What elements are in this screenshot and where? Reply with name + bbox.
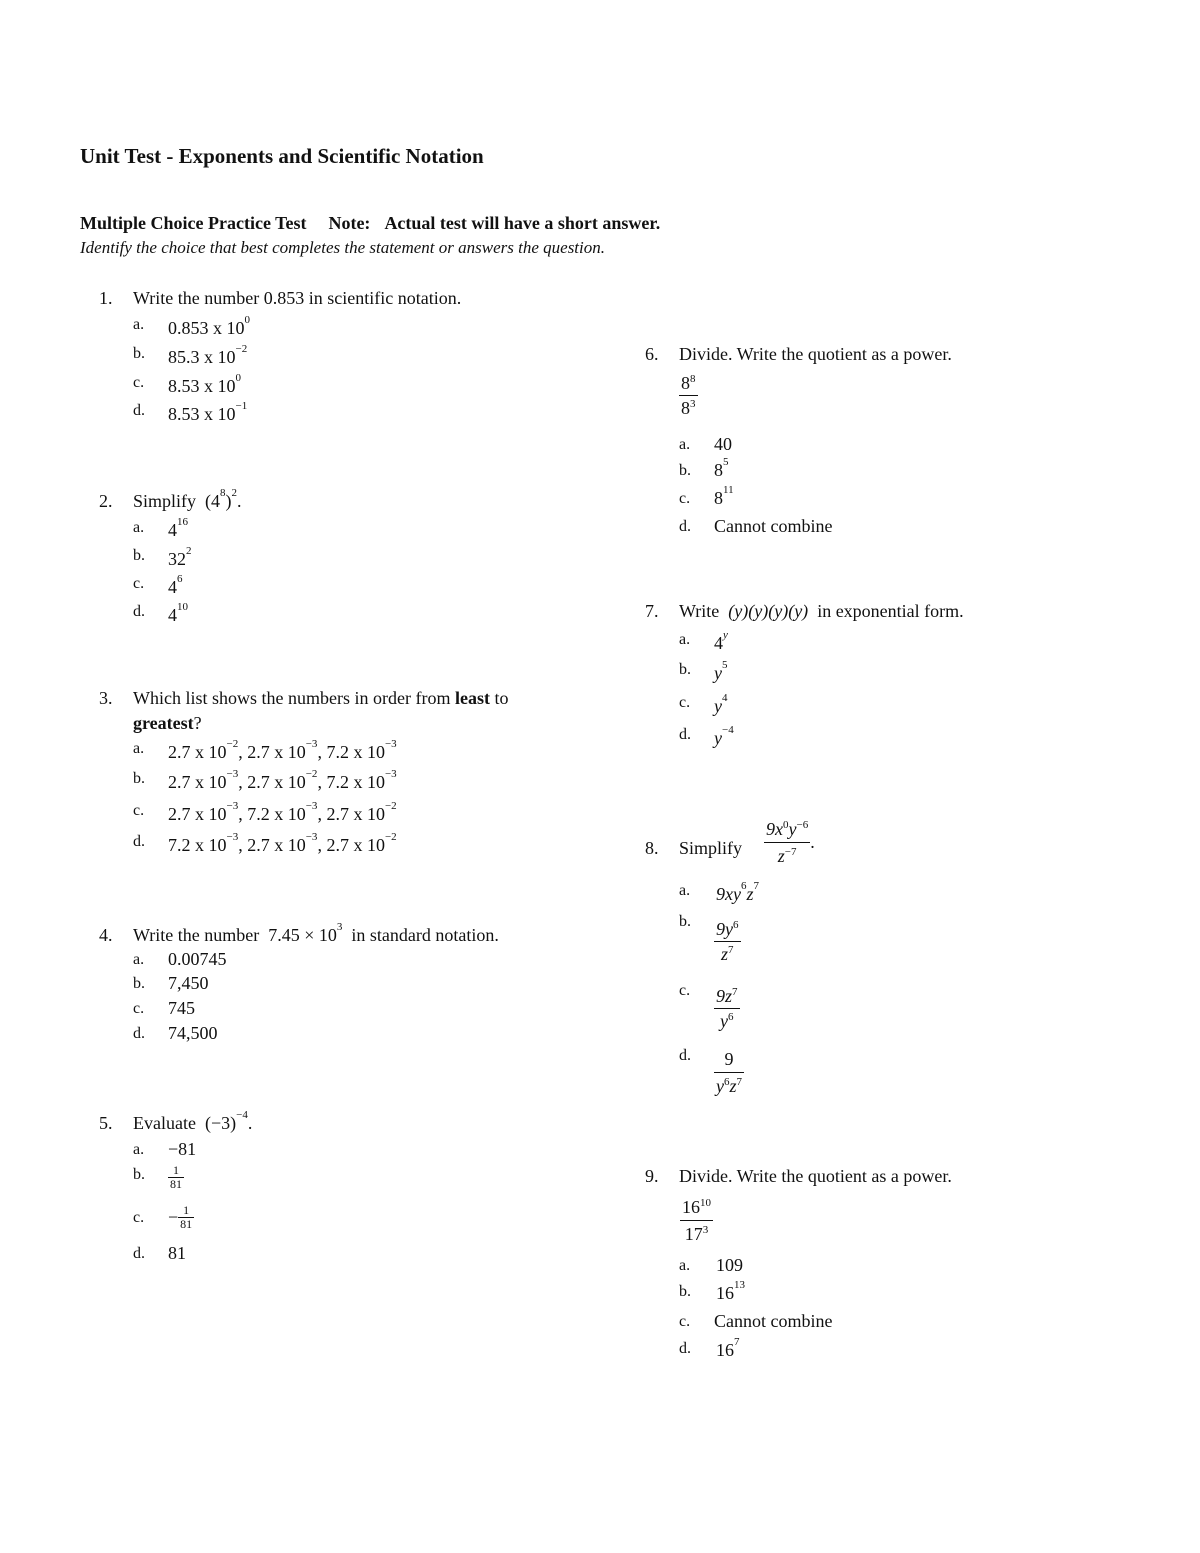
option-b[interactable]: 85.3 x $10^{-2}$ [168, 343, 248, 367]
option-letter: d. [133, 603, 145, 620]
option-letter: c. [679, 982, 691, 999]
fraction: $\frac{1}{81}$ [180, 1203, 193, 1231]
option-letter: a. [679, 1257, 691, 1274]
option-b[interactable]: $16^{13}$ [716, 1279, 745, 1303]
option-d[interactable]: $4^{10}$ [168, 601, 188, 625]
option-c[interactable]: 745 [168, 998, 195, 1018]
option-letter: b. [679, 661, 691, 678]
instructions: Identify the choice that best completes the statement or answers the question. [80, 238, 605, 257]
option-letter: a. [679, 631, 691, 648]
option-b[interactable]: $y^5$ [714, 659, 728, 683]
option-a[interactable]: −81 [168, 1139, 197, 1159]
option-b[interactable]: 7,450 [168, 973, 209, 993]
option-letter: c. [133, 575, 145, 592]
option-b[interactable]: $8^5$ [714, 456, 729, 480]
option-letter: d. [133, 1245, 145, 1262]
option-b[interactable] [168, 1164, 184, 1191]
question-number: 9. [645, 1166, 659, 1186]
option-c[interactable]: 8.53 x $10^0$ [168, 372, 241, 396]
option-c[interactable]: 2.7 x $10^{-3}$, 7.2 x $10^{-3}$, 2.7 x $10^{-2}$ [168, 800, 397, 824]
option-a[interactable]: $9xy^6z^7$ [716, 880, 759, 904]
option-letter: b. [679, 1283, 691, 1300]
option-d[interactable]: $y^{-4}$ [714, 724, 734, 748]
option-letter: c. [133, 374, 145, 391]
question-prompt: Divide. Write the quotient as a power. [679, 1166, 952, 1186]
question-number: 2. [99, 491, 113, 511]
question-prompt: Write (y)(y)(y)(y) in exponential form. [679, 601, 964, 621]
option-d[interactable]: 8.53 x $10^{-1}$ [168, 400, 248, 424]
question-number: 3. [99, 688, 113, 708]
option-d[interactable]: $\frac{9}{y^6z^7}$ [714, 1046, 744, 1099]
option-c[interactable]: − $\frac{1}{81}$ [168, 1203, 193, 1231]
question-prompt: Simplify [679, 838, 743, 858]
option-letter: a. [133, 740, 145, 757]
question-number: 7. [645, 601, 659, 621]
option-letter: c. [133, 802, 145, 819]
option-a[interactable]: 4$^y$ [714, 629, 728, 653]
page-title: Unit Test - Exponents and Scientific Notation [80, 144, 484, 168]
option-d[interactable]: $16^7$ [716, 1336, 740, 1360]
question-prompt: Simplify $(4^8)^2$. [133, 487, 242, 511]
question-prompt: Evaluate $(-3)^{-4}$. [133, 1109, 253, 1133]
subtitle-right: Actual test will have a short answer. [384, 213, 661, 233]
option-letter: b. [133, 975, 145, 992]
option-letter: d. [133, 402, 145, 419]
question-number: 1. [99, 288, 113, 308]
option-a[interactable]: 0.853 x $10^0$ [168, 314, 250, 338]
option-letter: b. [133, 345, 145, 362]
option-letter: d. [679, 1047, 691, 1064]
option-letter: d. [679, 1340, 691, 1357]
option-a[interactable]: 0.00745 [168, 949, 227, 969]
option-b[interactable]: $32^2$ [168, 545, 192, 569]
option-letter: a. [133, 519, 145, 536]
option-c[interactable]: $4^6$ [168, 573, 183, 597]
question-fraction: $\frac{16^{10}}{17^3}$ [680, 1194, 713, 1247]
question-prompt-cont: greatest? [133, 713, 202, 733]
option-c[interactable]: $8^{11}$ [714, 484, 734, 508]
option-a[interactable]: 109 [716, 1255, 743, 1275]
option-letter: d. [679, 726, 691, 743]
question-number: 5. [99, 1113, 113, 1133]
question-prompt: Divide. Write the quotient as a power. [679, 344, 952, 364]
option-letter: a. [679, 882, 691, 899]
option-b[interactable]: 2.7 x $10^{-3}$, 2.7 x $10^{-2}$, 7.2 x $10^{-3}$ [168, 768, 397, 792]
option-letter: a. [133, 1141, 145, 1158]
option-c[interactable]: $y^4$ [714, 692, 728, 716]
subtitle-left: Multiple Choice Practice Test [80, 213, 307, 233]
option-d[interactable]: 81 [168, 1243, 186, 1263]
option-letter: b. [133, 1166, 145, 1183]
option-letter: d. [133, 833, 145, 850]
option-a[interactable]: $4^{16}$ [168, 516, 188, 540]
question-prompt: Which list shows the numbers in order from least to [133, 688, 509, 708]
question-number: 6. [645, 344, 659, 364]
question-number: 8. [645, 838, 659, 858]
question-fraction: $\frac{8^8}{8^3}$ [681, 373, 696, 418]
fraction: $\frac{1}{81}$ [170, 1163, 182, 1191]
option-letter: c. [133, 1209, 145, 1226]
option-b[interactable]: $\frac{9y^6}{z^7}$ [716, 919, 739, 964]
option-a[interactable]: 40 [714, 434, 732, 454]
option-c[interactable]: $\frac{9z^7}{y^6}$ [716, 986, 738, 1031]
question-fraction: $\frac{9x^0y^{-6}}{z^{-7}}$ . [764, 816, 815, 869]
option-a[interactable]: 2.7 x $10^{-2}$, 2.7 x $10^{-3}$, 7.2 x $10^{-3}$ [168, 738, 397, 762]
question-prompt: Write the number $7.45 \times 10^3$ in standard notation. [133, 921, 499, 945]
option-d[interactable]: 7.2 x $10^{-3}$, 2.7 x $10^{-3}$, 2.7 x $10^{-2}$ [168, 831, 397, 855]
option-letter: b. [133, 770, 145, 787]
option-letter: c. [679, 490, 691, 507]
option-letter: b. [133, 547, 145, 564]
option-letter: a. [133, 316, 145, 333]
question-number: 4. [99, 925, 113, 945]
option-letter: d. [133, 1025, 145, 1042]
option-letter: c. [679, 694, 691, 711]
option-letter: a. [679, 436, 691, 453]
subtitle-note: Note: [328, 213, 371, 233]
question-prompt: Write the number 0.853 in scientific notation. [133, 288, 462, 308]
option-letter: d. [679, 518, 691, 535]
option-letter: c. [133, 1000, 145, 1017]
option-letter: b. [679, 913, 691, 930]
option-d[interactable]: 74,500 [168, 1023, 218, 1043]
option-letter: b. [679, 462, 691, 479]
option-letter: c. [679, 1313, 691, 1330]
option-letter: a. [133, 951, 145, 968]
subtitle [80, 213, 660, 234]
option-d[interactable]: Cannot combine [714, 516, 833, 536]
option-c[interactable]: Cannot combine [714, 1311, 833, 1331]
